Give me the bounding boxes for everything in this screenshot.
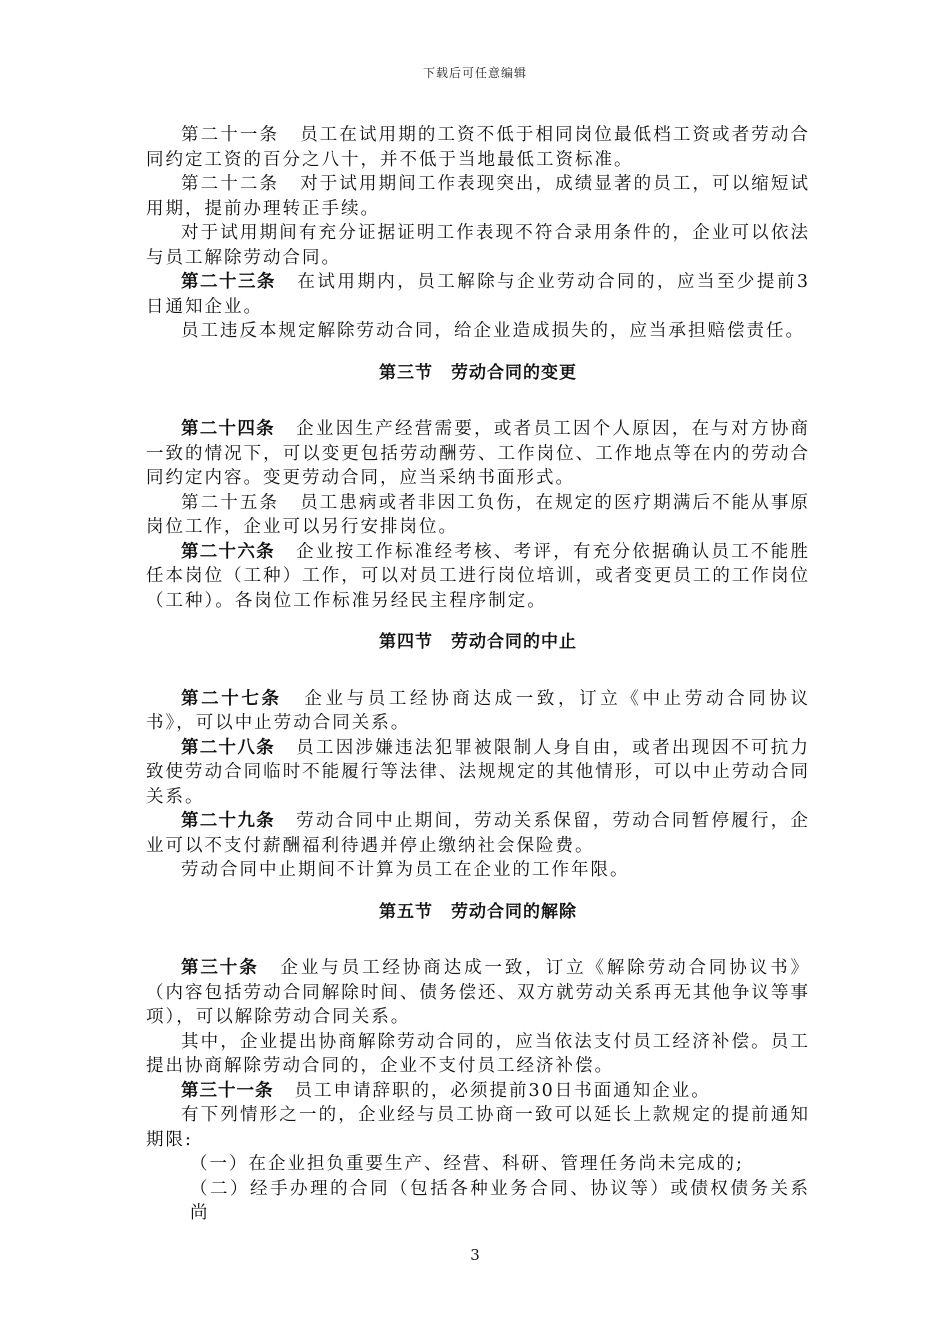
paragraph-text: （一）在企业担负重要生产、经营、科研、管理任务尚未完成的; <box>190 1154 744 1174</box>
list-item <box>146 1177 810 1226</box>
paragraph-text: 企业按工作标准经考核、考评，有充分依据确认员工不能胜任本岗位（工种）工作，可以对员工进行岗位培训，或者变更员工的工作岗位（工种）。各岗位工作标准另经民主程序制定。 <box>146 541 811 611</box>
paragraph <box>146 1103 810 1152</box>
article-number: 第三十条 <box>181 958 259 978</box>
paragraph <box>146 319 810 344</box>
paragraph-text: 企业与员工经协商达成一致，订立《解除劳动合同协议书》（内容包括劳动合同解除时间、债务偿还、双方就劳动关系再无其他争议等事项），可以解除劳动合同关系。 <box>146 958 811 1027</box>
paragraph-text: 在试用期内，员工解除与企业劳动合同的，应当至少提前3日通知企业。 <box>146 272 811 317</box>
article-number: 第二十七条 <box>181 688 282 709</box>
paragraph-text: （二）经手办理的合同（包括各种业务合同、协议等）或债权债务关系尚 <box>190 1178 810 1223</box>
paragraph-text: 员工患病或者非因工负伤，在规定的医疗期满后不能从事原岗位工作，企业可以另行安排岗位。 <box>146 492 811 537</box>
article-number: 第二十一条 <box>181 125 280 145</box>
paragraph-text: 企业与员工经协商达成一致，订立《中止劳动合同协议书》，可以中止劳动合同关系。 <box>146 688 811 733</box>
paragraph-text: 对于试用期间有充分证据证明工作表现不符合录用条件的，企业可以依法与员工解除劳动合同。 <box>146 223 810 268</box>
paragraph <box>146 221 810 270</box>
paragraph-text: 企业因生产经营需要，或者员工因个人原因，在与对方协商一致的情况下，可以变更包括劳动酬劳、工作岗位、工作地点等在内的劳动合同约定内容。变更劳动合同，应当采纳书面形式。 <box>146 419 811 488</box>
paragraph <box>146 270 810 319</box>
paragraph-text: 员工因涉嫌违法犯罪被限制人身自由，或者出现因不可抗力致使劳动合同临时不能履行等法律、法规规定的其他情形，可以中止劳动合同关系。 <box>146 737 811 807</box>
article-number: 第二十三条 <box>181 272 276 292</box>
paragraph <box>146 417 810 491</box>
article-number: 第二十二条 <box>181 174 280 194</box>
list-item <box>146 1152 810 1177</box>
paragraph-text: 员工申请辞职的，必须提前30日书面通知企业。 <box>294 1080 711 1101</box>
paragraph-text: 对于试用期间工作表现突出，成绩显著的员工，可以缩短试用期，提前办理转正手续。 <box>146 174 811 219</box>
paragraph <box>146 1030 810 1079</box>
paragraph-text: 其中，企业提出协商解除劳动合同的，应当依法支付员工经济补偿。员工提出协商解除劳动合同的，企业不支付员工经济补偿。 <box>146 1031 810 1076</box>
section-heading: 第三节 劳动合同的变更 <box>379 362 577 383</box>
section-heading: 第五节 劳动合同的解除 <box>379 901 577 922</box>
paragraph-text: 员工在试用期的工资不低于相同岗位最低档工资或者劳动合同约定工资的百分之八十，并不低于当地最低工资标准。 <box>146 125 811 170</box>
paragraph-text: 劳动合同中止期间不计算为员工在企业的工作年限。 <box>181 860 630 880</box>
article-number: 第二十四条 <box>181 419 275 439</box>
paragraph-text: 有下列情形之一的，企业经与员工协商一致可以延长上款规定的提前通知期限: <box>146 1105 810 1150</box>
paragraph <box>146 123 810 172</box>
article-number: 第二十八条 <box>181 737 275 758</box>
page-number: 3 <box>470 1246 480 1264</box>
paragraph-text: 员工违反本规定解除劳动合同，给企业造成损失的，应当承担赔偿责任。 <box>181 321 805 341</box>
article-number: 第二十九条 <box>181 811 275 831</box>
page-header: 下载后可任意编辑 <box>422 66 527 80</box>
paragraph <box>146 956 810 1030</box>
paragraph <box>146 491 810 540</box>
paragraph <box>146 809 810 858</box>
document-body <box>146 123 810 1226</box>
paragraph-text: 劳动合同中止期间，劳动关系保留，劳动合同暂停履行，企业可以不支付薪酬福利待遇并停止缴纳社会保险费。 <box>146 811 811 856</box>
section-heading: 第四节 劳动合同的中止 <box>379 632 577 652</box>
paragraph <box>146 858 810 883</box>
paragraph <box>146 172 810 221</box>
article-number: 第二十六条 <box>181 541 275 562</box>
paragraph <box>146 736 810 810</box>
paragraph <box>146 540 810 614</box>
article-number: 第二十五条 <box>181 492 280 513</box>
article-number: 第三十一条 <box>181 1080 274 1101</box>
paragraph <box>146 687 810 736</box>
paragraph <box>146 1079 810 1104</box>
